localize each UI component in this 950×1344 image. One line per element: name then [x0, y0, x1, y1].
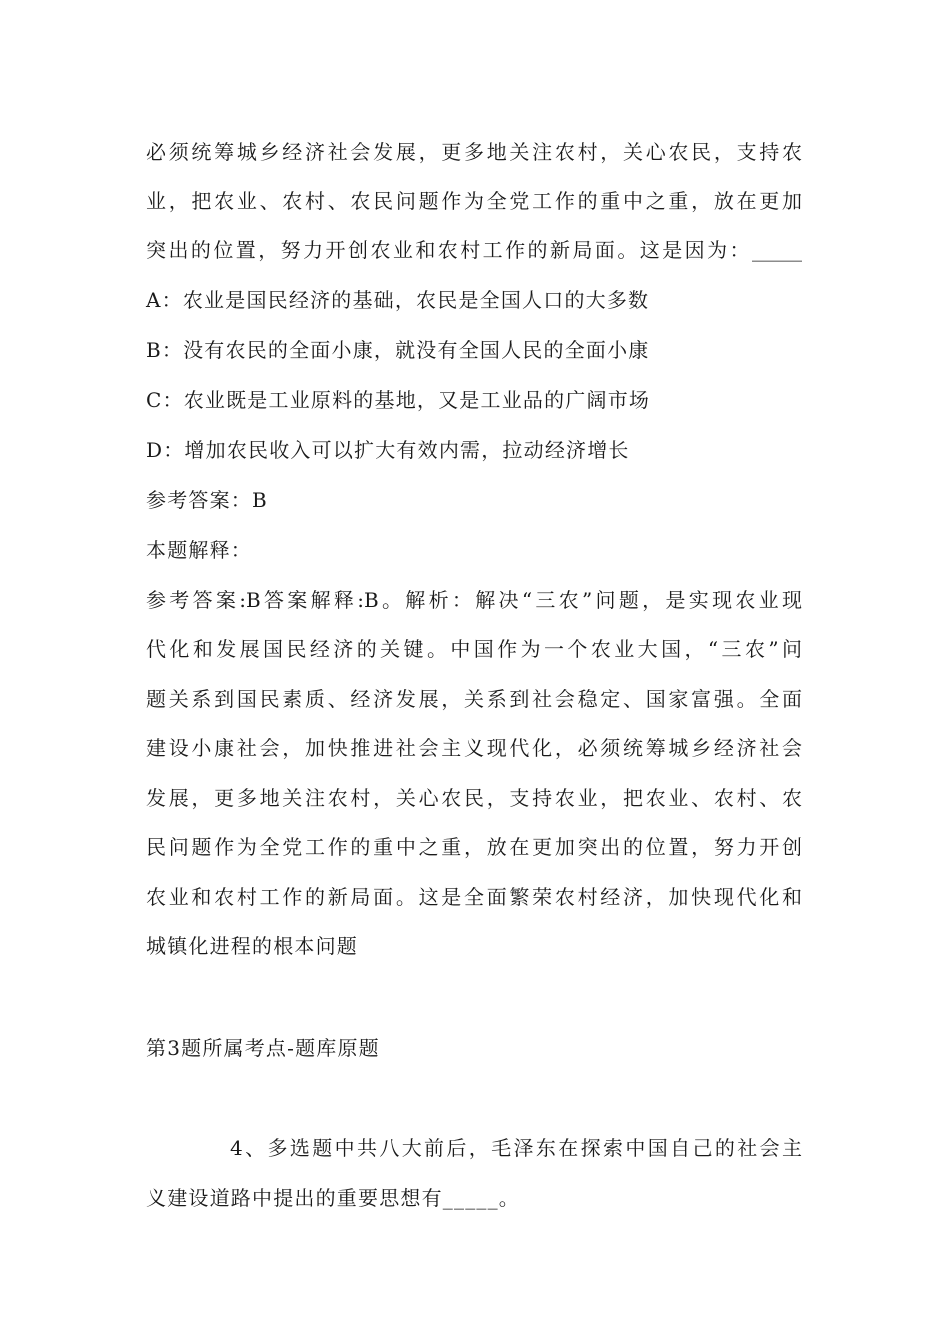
question-stem-line-2: 业，把农业、农村、农民问题作为全党工作的重中之重，放在更加 — [146, 189, 802, 213]
explanation-line-4: 建设小康社会，加快推进社会主义现代化，必须统筹城乡经济社会 — [146, 736, 802, 760]
option-a: A：农业是国民经济的基础，农民是全国人口的大多数 — [146, 288, 650, 312]
explanation-line-3: 题关系到国民素质、经济发展，关系到社会稳定、国家富强。全面 — [146, 687, 802, 711]
explanation-line-1: 参考答案:B答案解释:B。解析：解决“三农”问题，是实现农业现 — [146, 588, 802, 612]
explanation-line-7: 农业和农村工作的新局面。这是全面繁荣农村经济，加快现代化和 — [146, 885, 802, 909]
explanation-line-5: 发展，更多地关注农村，关心农民，支持农业，把农业、农村、农 — [146, 786, 802, 810]
option-c: C：农业既是工业原料的基地，又是工业品的广阔市场 — [146, 388, 651, 412]
option-d: D：增加农民收入可以扩大有效内需，拉动经济增长 — [146, 438, 630, 462]
explanation-title: 本题解释： — [146, 538, 252, 562]
question-stem-line-3: 突出的位置，努力开创农业和农村工作的新局面。这是因为：_____ — [146, 238, 802, 262]
reference-answer: 参考答案：B — [146, 488, 268, 512]
option-b: B：没有农民的全面小康，就没有全国人民的全面小康 — [146, 338, 650, 362]
section-label: 第3题所属考点-题库原题 — [146, 1036, 380, 1060]
explanation-line-8: 城镇化进程的根本问题 — [146, 934, 358, 958]
explanation-line-6: 民问题作为全党工作的重中之重，放在更加突出的位置，努力开创 — [146, 835, 802, 859]
explanation-line-2: 代化和发展国民经济的关键。中国作为一个农业大国，“三农”问 — [146, 637, 802, 661]
question-stem-line-1: 必须统筹城乡经济社会发展，更多地关注农村，关心农民，支持农 — [146, 140, 802, 164]
next-question-line-1: 4、多选题中共八大前后，毛泽东在探索中国自己的社会主 — [230, 1136, 802, 1160]
next-question-line-2: 义建设道路中提出的重要思想有_____。 — [146, 1186, 520, 1210]
